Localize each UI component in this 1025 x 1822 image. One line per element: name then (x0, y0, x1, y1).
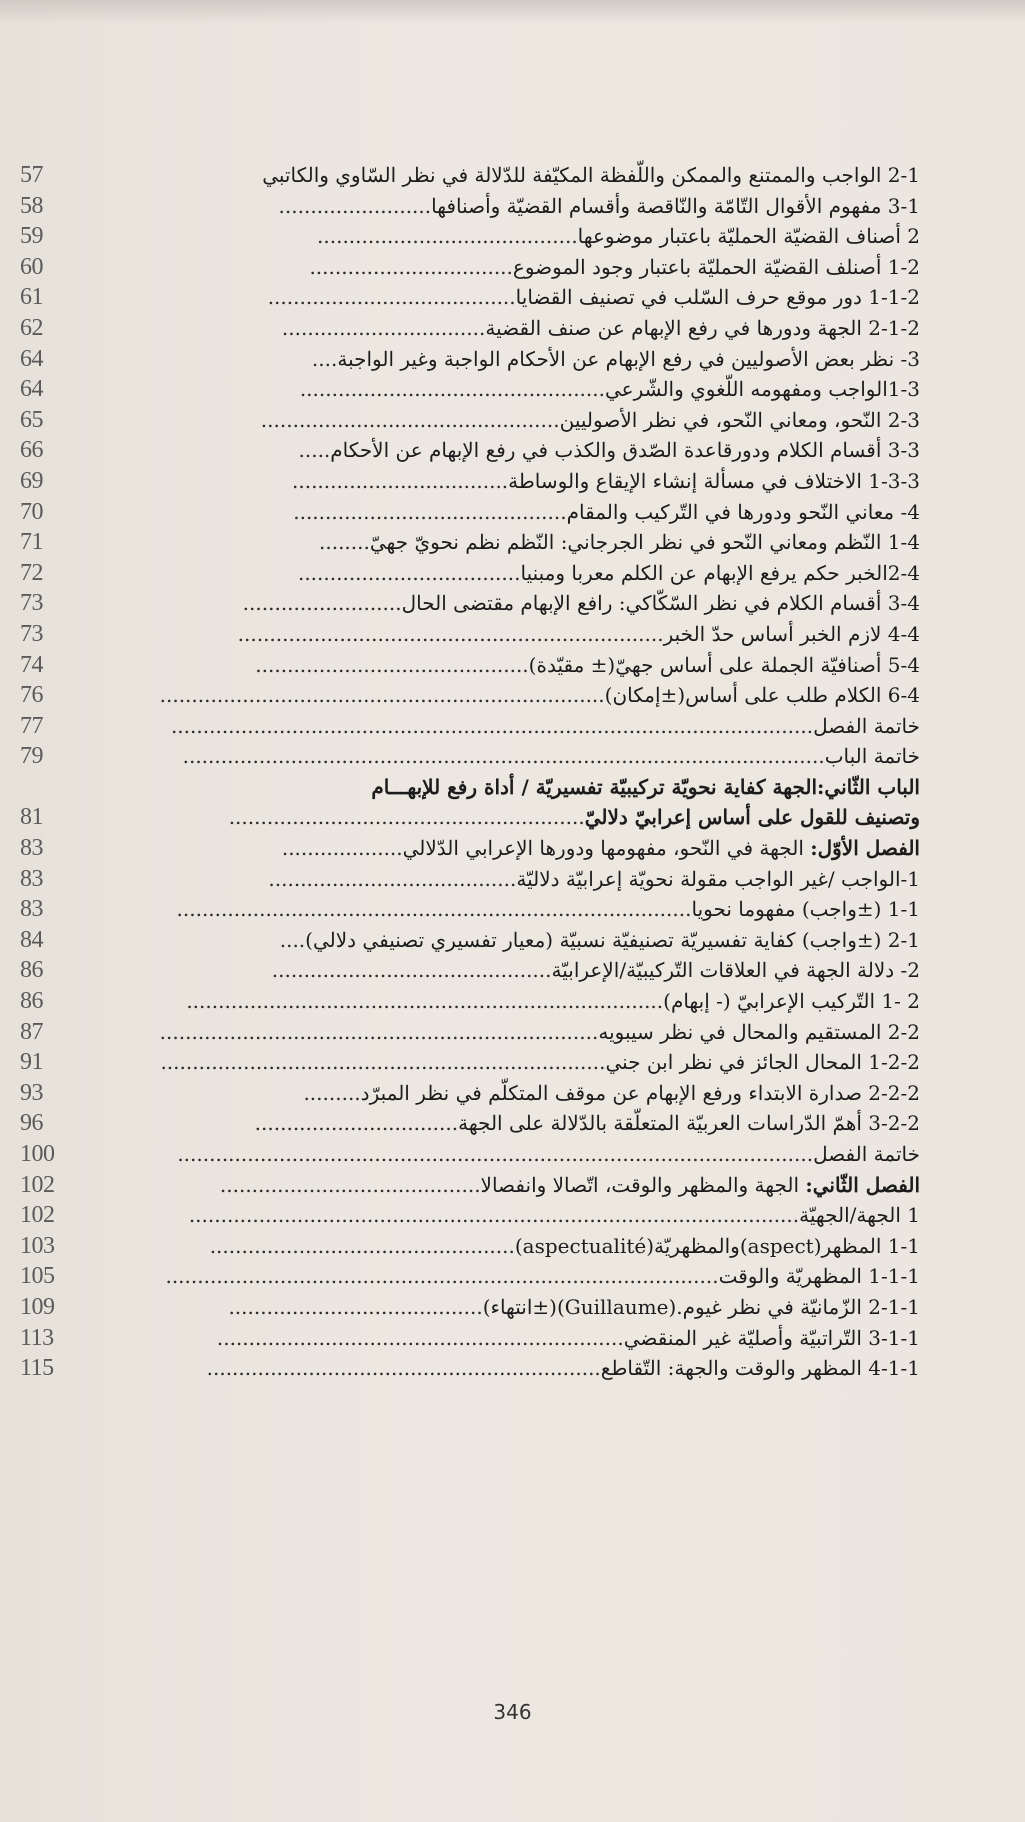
toc-page-number: 93 (20, 1079, 43, 1106)
toc-leader-dots: .................................. (292, 468, 509, 493)
toc-row (20, 558, 920, 589)
toc-entry (100, 864, 920, 895)
toc-entry-title: الجهة في النّحو، مفهومها ودورها الإعرابي الدّلالي (402, 836, 811, 861)
toc-leader-dots: ................................................................ (216, 1325, 624, 1350)
toc-page-number: 87 (20, 1018, 43, 1045)
toc-leader-dots: ........................................................ (228, 805, 585, 830)
toc-page-number: 58 (20, 192, 43, 219)
toc-row (20, 1047, 920, 1078)
toc-entry-title: 2-2 المستقيم والمحال في نظر سيبويه (598, 1019, 920, 1044)
toc-row (20, 650, 920, 681)
toc-leader-dots: ........................ (278, 193, 432, 218)
toc-entry-bold-label: الفصل الأوّل: (810, 836, 920, 861)
toc-page-number: 64 (20, 376, 43, 403)
toc-row (20, 1200, 920, 1231)
toc-page-number: 77 (20, 712, 43, 739)
toc-entry (100, 405, 920, 436)
toc-entry-title: 4-4 لازم الخبر أساس حدّ الخبر (663, 621, 920, 646)
toc-row (20, 1353, 920, 1384)
toc-row (20, 221, 920, 252)
toc-leader-dots: ......................... (242, 591, 402, 616)
toc-row (20, 1261, 920, 1292)
toc-row (20, 160, 920, 191)
toc-entry (100, 527, 920, 558)
toc-page-number: 57 (20, 162, 43, 188)
toc-entry (100, 160, 920, 191)
table-of-contents (20, 160, 920, 1384)
toc-page-number: 70 (20, 498, 43, 525)
toc-row (20, 1078, 920, 1109)
toc-leader-dots: ................................................ (299, 377, 605, 402)
page-footer-number: 346 (493, 1700, 532, 1724)
toc-leader-dots: ................... (281, 836, 403, 861)
toc-page-number: 62 (20, 314, 43, 341)
toc-entry (100, 435, 920, 466)
toc-entry-title: 1 الجهة/الجهيّة (799, 1203, 920, 1228)
toc-entry-title: 2 -1 التّركيب الإعرابيّ (- إبهام) (663, 989, 920, 1014)
toc-page-number: 79 (20, 743, 43, 770)
toc-row (20, 833, 920, 864)
toc-row (20, 1108, 920, 1139)
toc-leader-dots: ................................ (254, 1111, 459, 1136)
toc-row (20, 588, 920, 619)
toc-row (20, 1139, 920, 1170)
toc-page-number: 76 (20, 682, 43, 709)
toc-entry (100, 955, 920, 986)
toc-entry-title: 5-4 أصنافيّة الجملة على أساس جهيّ(± مقيّدة) (528, 652, 920, 677)
toc-page-number: 86 (20, 957, 43, 984)
toc-entry-title: 4-1-1 المظهر والوقت والجهة: التّقاطع (600, 1356, 920, 1381)
toc-entry-title: 2 أصناف القضيّة الحمليّة باعتبار موضوعها (577, 224, 920, 249)
toc-entry (100, 986, 920, 1017)
toc-page-number: 60 (20, 253, 43, 280)
toc-page-number: 115 (20, 1355, 54, 1382)
toc-entry-title: 2-2-2 صدارة الابتداء ورفع الإبهام عن موقف المتكلّم في نظر المبرّد (360, 1080, 920, 1105)
toc-entry-title: 3-1-1 التّراتبيّة وأصليّة غير المنقضي (623, 1325, 920, 1350)
toc-entry-bold-label: الباب الثّاني:الجهة كفاية نحويّة تركيبيّة تفسيريّة / أداة رفع للإبهـــام (371, 774, 920, 799)
toc-page-number: 65 (20, 406, 43, 433)
toc-row (20, 955, 920, 986)
toc-page-number: 83 (20, 865, 43, 892)
toc-leader-dots: .... (279, 927, 306, 952)
toc-leader-dots: ...................................................................... (160, 1050, 606, 1075)
toc-page-number: 84 (20, 926, 43, 953)
toc-row (20, 711, 920, 742)
toc-leader-dots: ..................................................................................................... (182, 744, 825, 769)
toc-page-number: 86 (20, 988, 43, 1015)
toc-entry (100, 1078, 920, 1109)
toc-leader-dots: .................................................................................................... (177, 1142, 814, 1166)
toc-entry-title: خاتمة الفصل (813, 1142, 920, 1166)
toc-leader-dots: ................................................ (209, 1233, 515, 1258)
toc-entry (100, 894, 920, 925)
toc-entry (100, 680, 920, 711)
toc-entry (100, 497, 920, 528)
toc-entry (100, 1261, 920, 1292)
toc-page-number: 102 (20, 1171, 55, 1198)
toc-page-number: 64 (20, 345, 43, 372)
toc-row (20, 1292, 920, 1323)
toc-entry-title: 2-1-2 الجهة ودورها في رفع الإبهام عن صنف القضية (485, 315, 920, 340)
toc-entry-title: 2-1 الواجب والممتنع والممكن واللّفظة المكيّفة للدّلالة في نظر السّاوي والكاتبي (262, 163, 920, 187)
toc-row (20, 1017, 920, 1048)
toc-row (20, 741, 920, 772)
toc-entry (100, 711, 920, 742)
toc-entry (100, 1108, 920, 1139)
toc-page-number: 105 (20, 1263, 55, 1290)
toc-page-number: 66 (20, 437, 43, 464)
toc-entry (100, 1139, 920, 1170)
toc-entry-title: 3-2-2 أهمّ الدّراسات العربيّة المتعلّقة بالدّلالة على الجهة (458, 1111, 920, 1136)
toc-entry-title: 1-2 أصنلف القضيّة الحمليّة باعتبار وجود الموضوع (512, 254, 920, 279)
toc-page-number: 74 (20, 651, 43, 678)
toc-entry-title: 2-4الخبر حكم يرفع الإبهام عن الكلم معربا ومبنيا (520, 560, 920, 585)
toc-page-number: 83 (20, 896, 43, 923)
toc-entry-title: 3-1 مفهوم الأقوال التّامّة والنّاقصة وأقسام القضيّة وأصنافها (431, 193, 920, 218)
toc-entry (100, 313, 920, 344)
toc-entry-title: 1-1-2 دور موقع حرف السّلب في تصنيف القضايا (515, 285, 920, 310)
toc-row (20, 864, 920, 895)
toc-row (20, 986, 920, 1017)
toc-entry-title: 1-1 المظهر(aspect)والمظهريّة(aspectualité) (514, 1233, 920, 1258)
toc-row (20, 191, 920, 222)
toc-row (20, 619, 920, 650)
toc-row (20, 1170, 920, 1201)
toc-row (20, 1323, 920, 1354)
toc-entry-title: 1-3الواجب ومفهومه اللّغوي والشّرعي (604, 377, 920, 402)
toc-entry (100, 282, 920, 313)
toc-leader-dots: ...................................................................... (159, 683, 605, 708)
toc-page-number: 72 (20, 559, 43, 586)
toc-entry-title: 3- نظر بعض الأصوليين في رفع الإبهام عن الأحكام الواجبة وغير الواجبة (337, 346, 920, 371)
toc-entry (100, 588, 920, 619)
toc-leader-dots: ................................................................................................ (188, 1203, 800, 1228)
toc-leader-dots: .... (311, 346, 338, 371)
toc-page-number: 113 (20, 1324, 54, 1351)
toc-entry-bold-label: وتصنيف للقول على أساس إعرابيّ دلاليّ (584, 805, 920, 830)
toc-leader-dots: ........................................... (293, 499, 567, 524)
toc-row (20, 282, 920, 313)
toc-entry-title: 2-1-1 الزّمانيّة في نظر غيوم.(Guillaume)(±انتهاء) (482, 1294, 920, 1319)
toc-entry (100, 1353, 920, 1384)
toc-leader-dots: ................................... (297, 560, 521, 585)
toc-entry (100, 619, 920, 650)
toc-row (20, 497, 920, 528)
toc-entry (100, 741, 920, 772)
toc-row (20, 313, 920, 344)
toc-entry-title: 1-2-2 المحال الجائز في نظر ابن جني (605, 1050, 920, 1075)
toc-page-number: 109 (20, 1293, 55, 1320)
toc-entry-title: الجهة والمظهر والوقت، اتّصالا وانفصالا (480, 1172, 806, 1197)
toc-leader-dots: ............................................... (260, 407, 560, 432)
toc-entry-title: 1-3-3 الاختلاف في مسألة إنشاء الإيقاع والوساطة (508, 468, 920, 493)
toc-entry (100, 650, 920, 681)
toc-leader-dots: .............................................................. (206, 1356, 601, 1381)
toc-row (20, 802, 920, 833)
toc-leader-dots: ......... (303, 1080, 361, 1105)
toc-entry (100, 191, 920, 222)
toc-row (20, 466, 920, 497)
toc-entry-title: 2-3 النّحو، ومعاني النّحو، في نظر الأصوليين (559, 407, 920, 432)
toc-page-number: 73 (20, 620, 43, 647)
toc-leader-dots: ................................ (281, 315, 486, 340)
toc-leader-dots: ................................ (309, 254, 513, 279)
toc-entry (100, 558, 920, 589)
toc-entry (100, 1292, 920, 1323)
toc-entry-title: 1-الواجب /غير الواجب مقولة نحويّة إعرابيّة دلاليّة (516, 866, 920, 891)
toc-entry (100, 833, 920, 864)
toc-entry-title: 4- معاني النّحو ودورها في التّركيب والمقام (566, 499, 920, 524)
toc-leader-dots: ..... (298, 438, 331, 463)
toc-row (20, 405, 920, 436)
toc-page-number: 81 (20, 804, 43, 831)
toc-leader-dots: ......................................... (317, 224, 578, 249)
toc-entry (100, 925, 920, 956)
toc-entry (100, 1047, 920, 1078)
toc-page-number: 96 (20, 1110, 43, 1137)
toc-entry (100, 772, 920, 803)
page-top-shadow (0, 0, 1025, 24)
toc-page-number: 73 (20, 590, 43, 617)
toc-entry-title: 2- دلالة الجهة في العلاقات التّركيبيّة/الإعرابيّة (551, 958, 920, 983)
toc-entry (100, 252, 920, 283)
toc-entry-title: 3-3 أقسام الكلام ودورقاعدة الصّدق والكذب في رفع الإبهام عن الأحكام (330, 438, 920, 463)
toc-entry-title: 1-1-1 المظهريّة والوقت (718, 1264, 920, 1289)
toc-row (20, 344, 920, 375)
toc-leader-dots: ....................................................................................... (165, 1264, 719, 1289)
toc-leader-dots: ........................................... (255, 652, 529, 677)
toc-page-number: 100 (20, 1141, 55, 1167)
toc-entry-bold-label: الفصل الثّاني: (805, 1172, 920, 1197)
toc-entry (100, 221, 920, 252)
toc-leader-dots: ..................................................................... (159, 1019, 599, 1044)
toc-leader-dots: ....................................... (268, 866, 517, 891)
toc-entry (100, 466, 920, 497)
toc-page-number: 71 (20, 529, 43, 556)
toc-row (20, 894, 920, 925)
toc-entry (100, 1231, 920, 1262)
toc-entry-title: 1-1 (±واجب) مفهوما نحويا (691, 897, 920, 922)
toc-page-number: 69 (20, 467, 43, 494)
toc-page-number: 61 (20, 284, 43, 311)
toc-entry (100, 374, 920, 405)
toc-leader-dots: ....................................... (267, 285, 516, 310)
toc-leader-dots: ............................................ (271, 958, 552, 983)
toc-row (20, 772, 920, 803)
toc-page-number: 91 (20, 1049, 43, 1076)
toc-entry-title: 1-4 النّظم ومعاني النّحو في نظر الجرجاني: النّظم نظم نحويّ جهيّ (369, 530, 920, 555)
toc-leader-dots: ................................................................................. (176, 897, 692, 922)
toc-entry-title: 6-4 الكلام طلب على أساس(±إمكان) (604, 683, 920, 708)
toc-entry-title: 3-4 أقسام الكلام في نظر السّكّاكي: رافع الإبهام مقتضى الحال (401, 591, 920, 616)
toc-row (20, 925, 920, 956)
toc-row (20, 252, 920, 283)
toc-page-number: 102 (20, 1202, 55, 1229)
toc-entry (100, 1017, 920, 1048)
toc-entry-title: 2-1 (±واجب) كفاية تفسيريّة تصنيفيّة نسبيّة (معيار تفسيري تصنيفي دلالي) (305, 927, 920, 952)
toc-page-number: 103 (20, 1232, 55, 1259)
toc-row (20, 435, 920, 466)
toc-entry (100, 1170, 920, 1201)
toc-leader-dots: ........ (319, 530, 370, 555)
toc-page-number: 83 (20, 835, 43, 862)
toc-entry (100, 1323, 920, 1354)
toc-leader-dots: ......................................... (219, 1172, 481, 1197)
toc-leader-dots: ..................................................................................................... (170, 713, 814, 738)
toc-entry-title: خاتمة الفصل (813, 713, 920, 738)
toc-entry (100, 344, 920, 375)
toc-row (20, 527, 920, 558)
toc-entry (100, 1200, 920, 1231)
toc-entry (100, 802, 920, 833)
toc-row (20, 680, 920, 711)
toc-row (20, 374, 920, 405)
toc-row (20, 1231, 920, 1262)
toc-leader-dots: ........................................ (228, 1294, 483, 1319)
toc-leader-dots: ................................................................... (237, 621, 664, 646)
toc-entry-title: خاتمة الباب (824, 744, 920, 769)
toc-leader-dots: ........................................................................... (186, 989, 664, 1014)
toc-page-number: 59 (20, 223, 43, 250)
